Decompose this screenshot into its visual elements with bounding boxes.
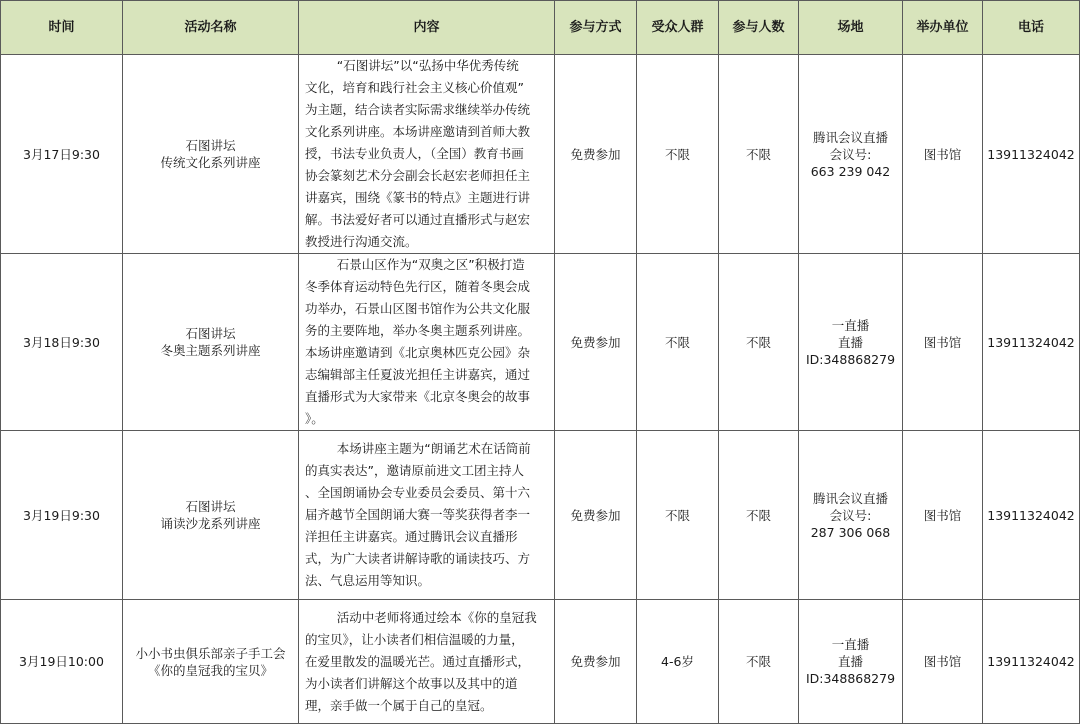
cell-method: 免费参加 bbox=[555, 431, 637, 600]
cell-phone: 13911324042 bbox=[983, 55, 1080, 254]
cell-time: 3月19日9:30 bbox=[1, 431, 123, 600]
cell-method: 免费参加 bbox=[555, 254, 637, 431]
cell-activity-name: 小小书虫俱乐部亲子手工会 《你的皇冠我的宝贝》 bbox=[123, 600, 299, 724]
cell-count: 不限 bbox=[719, 600, 799, 724]
cell-organizer: 图书馆 bbox=[903, 431, 983, 600]
cell-time: 3月18日9:30 bbox=[1, 254, 123, 431]
table-row bbox=[1, 600, 1080, 724]
header-content: 内容 bbox=[299, 1, 555, 55]
header-venue: 场地 bbox=[799, 1, 903, 55]
cell-method: 免费参加 bbox=[555, 55, 637, 254]
header-count: 参与人数 bbox=[719, 1, 799, 55]
cell-organizer: 图书馆 bbox=[903, 55, 983, 254]
cell-count: 不限 bbox=[719, 431, 799, 600]
cell-time: 3月19日10:00 bbox=[1, 600, 123, 724]
cell-content: 石景山区作为“双奥之区”积极打造 冬季体育运动特色先行区，随着冬奥会成 功举办，石景山区图书馆作为公共文化服 务的主要阵地，举办冬奥主题系列讲座。 本场讲座邀请到《北京奥林匹克公园》杂 志编辑部主任夏波光担任主讲嘉宾，通过 直播形式为大家带来《北京冬奥会的故事 》。 bbox=[299, 254, 555, 431]
cell-content: 活动中老师将通过绘本《你的皇冠我 的宝贝》，让小读者们相信温暖的力量， 在爱里散发的温暖光芒。通过直播形式， 为小读者们讲解这个故事以及其中的道 理，亲手做一个属于自己的皇冠。 bbox=[299, 600, 555, 724]
cell-method: 免费参加 bbox=[555, 600, 637, 724]
cell-venue: 一直播 直播 ID:348868279 bbox=[799, 254, 903, 431]
cell-phone: 13911324042 bbox=[983, 254, 1080, 431]
header-audience: 受众人群 bbox=[637, 1, 719, 55]
header-activity-name: 活动名称 bbox=[123, 1, 299, 55]
header-phone: 电话 bbox=[983, 1, 1080, 55]
table-row bbox=[1, 431, 1080, 600]
cell-activity-name: 石图讲坛 诵读沙龙系列讲座 bbox=[123, 431, 299, 600]
header-time: 时间 bbox=[1, 1, 123, 55]
cell-audience: 不限 bbox=[637, 431, 719, 600]
cell-phone: 13911324042 bbox=[983, 431, 1080, 600]
header-organizer: 举办单位 bbox=[903, 1, 983, 55]
cell-count: 不限 bbox=[719, 254, 799, 431]
header-row bbox=[1, 1, 1080, 55]
cell-time: 3月17日9:30 bbox=[1, 55, 123, 254]
cell-activity-name: 石图讲坛 冬奥主题系列讲座 bbox=[123, 254, 299, 431]
cell-content: “石图讲坛”以“弘扬中华优秀传统 文化，培育和践行社会主义核心价值观” 为主题，结合读者实际需求继续举办传统 文化系列讲座。本场讲座邀请到首师大教 授，书法专业负责人，（全国）教育书画 协会篆刻艺术分会副会长赵宏老师担任主 讲嘉宾，围绕《篆书的特点》主题进行讲 解。书法爱好者可以通过直播形式与赵宏 教授进行沟通交流。 bbox=[299, 55, 555, 254]
table-row bbox=[1, 55, 1080, 254]
cell-organizer: 图书馆 bbox=[903, 600, 983, 724]
cell-audience: 不限 bbox=[637, 254, 719, 431]
table-row bbox=[1, 254, 1080, 431]
cell-venue: 腾讯会议直播 会议号: 287 306 068 bbox=[799, 431, 903, 600]
cell-count: 不限 bbox=[719, 55, 799, 254]
cell-activity-name: 石图讲坛 传统文化系列讲座 bbox=[123, 55, 299, 254]
cell-audience: 不限 bbox=[637, 55, 719, 254]
cell-organizer: 图书馆 bbox=[903, 254, 983, 431]
cell-venue: 一直播 直播 ID:348868279 bbox=[799, 600, 903, 724]
cell-phone: 13911324042 bbox=[983, 600, 1080, 724]
header-method: 参与方式 bbox=[555, 1, 637, 55]
cell-venue: 腾讯会议直播 会议号: 663 239 042 bbox=[799, 55, 903, 254]
cell-content: 本场讲座主题为“朗诵艺术在话筒前 的真实表达”，邀请原前进文工团主持人 、全国朗诵协会专业委员会委员、第十六 届齐越节全国朗诵大赛一等奖获得者李一 洋担任主讲嘉宾。通过腾讯会议直播形 式，为广大读者讲解诗歌的诵读技巧、方 法、气息运用等知识。 bbox=[299, 431, 555, 600]
cell-audience: 4-6岁 bbox=[637, 600, 719, 724]
